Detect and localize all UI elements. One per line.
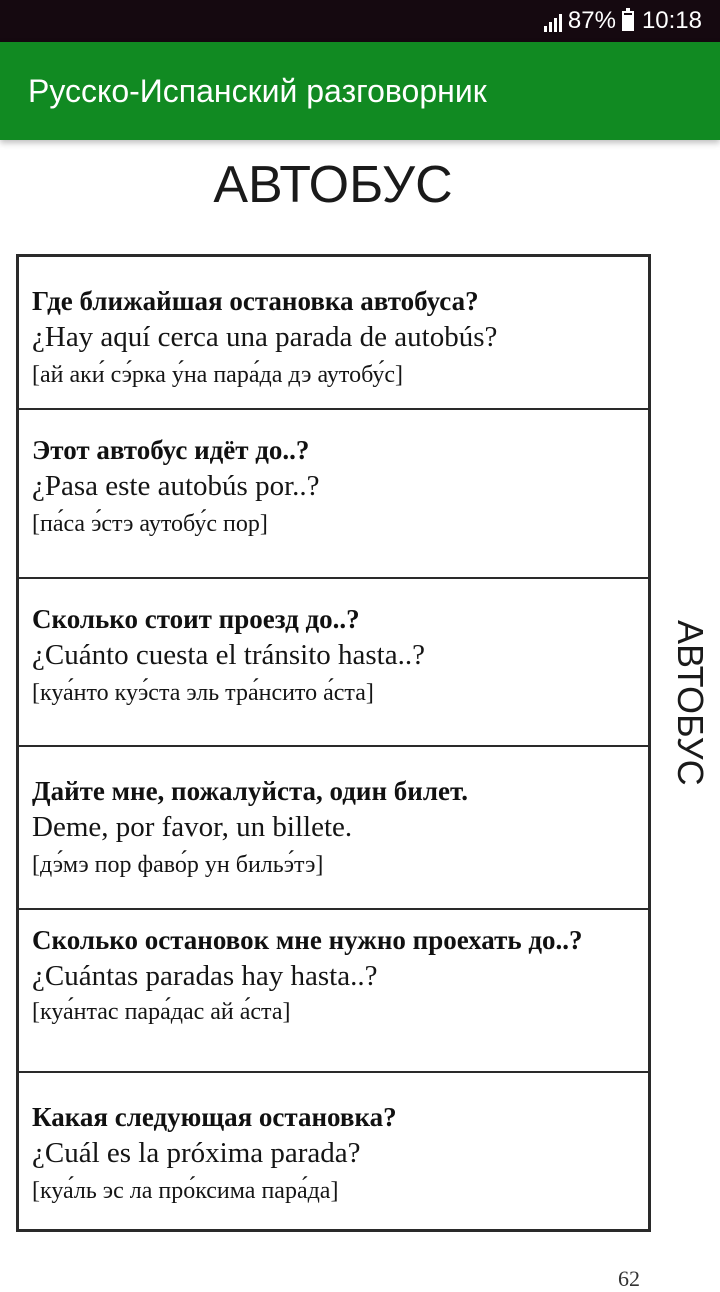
phrase-row (19, 410, 648, 579)
phrase-row (19, 579, 648, 747)
phrase-russian: Сколько стоит проезд до..? (32, 604, 360, 634)
phrase-russian: Какая следующая остановка? (32, 1102, 397, 1132)
phrase-russian: Где ближайшая остановка автобуса? (32, 286, 479, 316)
phrase-spanish: ¿Cuántas paradas hay hasta..? (32, 960, 378, 992)
phrase-spanish: Deme, por favor, un billete. (32, 811, 353, 843)
phrase-spanish: ¿Cuánto cuesta el tránsito hasta..? (32, 639, 425, 671)
page-number: 62 (618, 1266, 640, 1291)
phrase-transcription: [па́са э́стэ аутобу́с пор] (32, 511, 268, 537)
phrase-russian: Сколько остановок мне нужно проехать до..? (32, 925, 583, 955)
phrase-row (19, 257, 648, 410)
side-section-label: АВТОБУС (670, 620, 711, 786)
phrase-transcription: [куа́нто куэ́ста эль тра́нсито а́ста] (32, 680, 374, 706)
phrase-row (19, 1073, 648, 1229)
phrase-spanish: ¿Cuál es la próxima parada? (32, 1137, 361, 1169)
app-title: Русско-Испанский разговорник (28, 72, 487, 109)
phrase-spanish: ¿Hay aquí cerca una parada de autobús? (32, 321, 498, 353)
phrase-russian: Этот автобус идёт до..? (32, 435, 310, 465)
phrase-spanish: ¿Pasa este autobús por..? (32, 470, 320, 502)
phrase-transcription: [ай аки́ сэ́рка у́на пара́да дэ аутобу́с] (32, 362, 404, 388)
phrase-russian: Дайте мне, пожалуйста, один билет. (32, 776, 468, 806)
phrase-transcription: [куа́нтас пара́дас ай а́ста] (32, 999, 291, 1025)
phrase-transcription: [дэ́мэ пор фаво́р ун бильэ́тэ] (32, 852, 324, 878)
app-bar (0, 42, 720, 140)
phrase-row (19, 747, 648, 910)
signal-icon (542, 10, 562, 32)
battery-percent: 87% (567, 7, 616, 34)
clock: 10:18 (641, 7, 702, 34)
battery-icon (622, 11, 634, 31)
status-bar (0, 0, 720, 42)
page-title: АВТОБУС (213, 156, 453, 214)
phrase-row (19, 910, 648, 1073)
phrase-table (16, 254, 651, 1232)
phrase-transcription: [куа́ль эс ла про́ксима пара́да] (32, 1178, 339, 1204)
